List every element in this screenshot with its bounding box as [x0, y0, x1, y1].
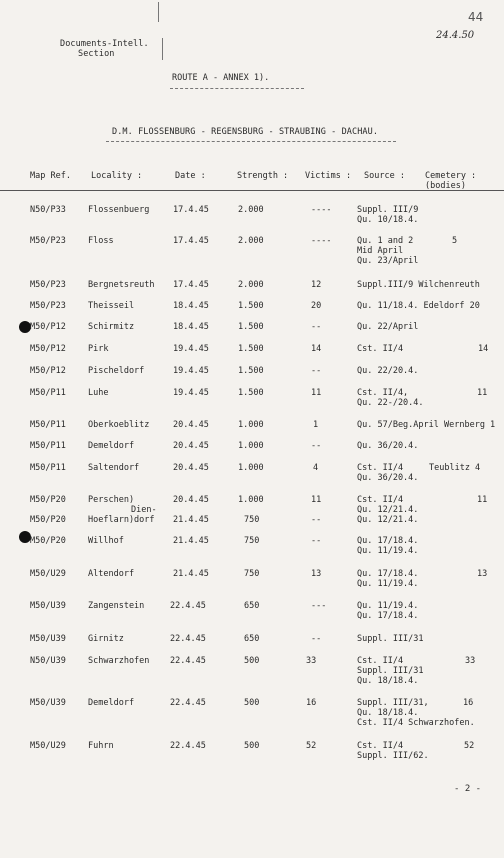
cell-locality: Pischeldorf [88, 366, 145, 376]
cell-locality: Pirk [88, 344, 109, 354]
cell-locality: Saltendorf [88, 463, 140, 473]
column-header-victims: Victims : [305, 171, 352, 181]
cell-source: Qu. 11/19.4. Qu. 17/18.4. [357, 601, 419, 621]
cell-map-ref: M50/U29 [30, 569, 66, 579]
column-header-source: Source : [364, 171, 405, 181]
cell-victims: 16 [306, 698, 317, 708]
route-title: ROUTE A - ANNEX 1). [172, 73, 270, 83]
route-subtitle: D.M. FLOSSENBURG - REGENSBURG - STRAUBING - DACHAU. [112, 127, 379, 137]
cell-date: 22.4.45 [170, 698, 206, 708]
cell-map-ref: M50/P23 [30, 301, 66, 311]
cell-victims: 4 [313, 463, 319, 473]
cell-cemetery: 33 [465, 656, 476, 666]
cell-map-ref: M50/P23 [30, 236, 66, 246]
column-header-strength: Strength : [237, 171, 289, 181]
cell-source: Qu. 57/Beg.April Wernberg 1 [357, 420, 496, 430]
cell-cemetery: 11 [477, 388, 488, 398]
cell-source: Cst. II/4 Qu. 36/20.4. [357, 463, 419, 483]
column-header-cemetery-line-2: (bodies) [425, 181, 466, 191]
cell-cemetery: 11 [477, 495, 488, 505]
cell-date: 17.4.45 [173, 280, 209, 290]
cell-map-ref: M50/P20 [30, 495, 66, 505]
cell-source: Qu. 1 and 2 Mid April Qu. 23/April [357, 236, 419, 266]
cell-map-ref: M50/U39 [30, 634, 66, 644]
column-header-date: Date : [175, 171, 206, 181]
cell-victims: --- [311, 601, 327, 611]
cell-strength: 750 [244, 515, 260, 525]
cell-victims: 13 [311, 569, 322, 579]
cell-locality: Hoeflarn)dorf [88, 515, 155, 525]
cell-locality: Altendorf [88, 569, 135, 579]
cell-date: 17.4.45 [173, 236, 209, 246]
cell-strength: 1.000 [238, 495, 264, 505]
cell-cemetery: Teublitz 4 [429, 463, 481, 473]
cell-date: 21.4.45 [173, 536, 209, 546]
cell-victims: -- [311, 366, 322, 376]
cell-strength: 2.000 [238, 236, 264, 246]
cell-date: 19.4.45 [173, 388, 209, 398]
cell-source: Qu. 17/18.4. Qu. 11/19.4. [357, 569, 419, 589]
cell-locality: Demeldorf [88, 698, 135, 708]
cell-map-ref: M50/U29 [30, 741, 66, 751]
cell-locality: Oberkoeblitz [88, 420, 150, 430]
cell-strength: 1.500 [238, 388, 264, 398]
cell-cemetery: 13 [477, 569, 488, 579]
cell-victims: -- [311, 536, 322, 546]
column-header-cemetery-line-1: Cemetery : [425, 171, 477, 181]
cell-victims: -- [311, 441, 322, 451]
cell-cemetery: 5 [452, 236, 458, 246]
cell-date: 17.4.45 [173, 205, 209, 215]
cell-cemetery: 14 [478, 344, 489, 354]
handwritten-date: 24.4.50 [436, 30, 475, 41]
cell-locality: Schwarzhofen [88, 656, 150, 666]
cell-map-ref: M50/P11 [30, 420, 66, 430]
cell-victims: ---- [311, 205, 332, 215]
cell-map-ref: M50/P12 [30, 344, 66, 354]
cell-date: 22.4.45 [170, 741, 206, 751]
cell-map-ref: M50/P12 [30, 366, 66, 376]
title-underline [170, 88, 304, 89]
cell-date: 21.4.45 [173, 569, 209, 579]
cell-strength: 500 [244, 656, 260, 666]
cell-source: Cst. II/4 Qu. 12/21.4. [357, 495, 419, 515]
locality-annotation-dien: Dien- [131, 505, 157, 515]
cell-map-ref: M50/P12 [30, 322, 66, 332]
cell-strength: 2.000 [238, 280, 264, 290]
cell-map-ref: N50/U39 [30, 656, 66, 666]
cell-victims: ---- [311, 236, 332, 246]
column-header-locality: Locality : [91, 171, 143, 181]
cell-cemetery: 52 [464, 741, 475, 751]
cell-strength: 500 [244, 741, 260, 751]
cell-locality: Theisseil [88, 301, 135, 311]
cell-source: Qu. 12/21.4. [357, 515, 419, 525]
cell-map-ref: M50/P23 [30, 280, 66, 290]
cell-strength: 1.000 [238, 420, 264, 430]
cell-date: 20.4.45 [173, 495, 209, 505]
cell-locality: Luhe [88, 388, 109, 398]
pencil-mark [158, 2, 159, 22]
cell-locality: Bergnetsreuth [88, 280, 155, 290]
cell-strength: 1.500 [238, 322, 264, 332]
cell-strength: 650 [244, 634, 260, 644]
department-line-1: Documents-Intell. [60, 39, 149, 49]
cell-map-ref: M50/U39 [30, 698, 66, 708]
cell-strength: 650 [244, 601, 260, 611]
cell-source: Suppl. III/31 [357, 634, 424, 644]
column-header-map-ref: Map Ref. [30, 171, 71, 181]
cell-locality: Fuhrn [88, 741, 114, 751]
cell-locality: Perschen) [88, 495, 135, 505]
cell-strength: 1.500 [238, 344, 264, 354]
cell-date: 22.4.45 [170, 656, 206, 666]
cell-map-ref: M50/P11 [30, 441, 66, 451]
cell-source: Qu. 22/20.4. [357, 366, 419, 376]
cell-locality: Willhof [88, 536, 124, 546]
cell-victims: 52 [306, 741, 317, 751]
cell-strength: 1.000 [238, 441, 264, 451]
cell-victims: 14 [311, 344, 322, 354]
page-number: 44 [468, 10, 484, 24]
cell-strength: 750 [244, 536, 260, 546]
cell-cemetery: 16 [463, 698, 474, 708]
cell-strength: 2.000 [238, 205, 264, 215]
cell-strength: 1.500 [238, 301, 264, 311]
cell-locality: Floss [88, 236, 114, 246]
cell-strength: 1.000 [238, 463, 264, 473]
cell-source: Cst. II/4 Suppl. III/31 Qu. 18/18.4. [357, 656, 424, 686]
cell-victims: -- [311, 515, 322, 525]
cell-locality: Flossenbuerg [88, 205, 150, 215]
cell-date: 19.4.45 [173, 344, 209, 354]
cell-map-ref: M50/P20 [30, 515, 66, 525]
cell-locality: Demeldorf [88, 441, 135, 451]
cell-victims: 1 [313, 420, 319, 430]
cell-source: Cst. II/4, Qu. 22-/20.4. [357, 388, 424, 408]
cell-date: 20.4.45 [173, 463, 209, 473]
cell-source: Qu. 22/April [357, 322, 419, 332]
cell-source: Cst. II/4 [357, 344, 404, 354]
cell-victims: 33 [306, 656, 317, 666]
cell-source: Qu. 36/20.4. [357, 441, 419, 451]
cell-date: 20.4.45 [173, 420, 209, 430]
cell-source: Suppl. III/9 Qu. 10/18.4. [357, 205, 419, 225]
cell-source: Qu. 11/18.4. Edeldorf 20 [357, 301, 480, 311]
cell-date: 18.4.45 [173, 322, 209, 332]
cell-date: 18.4.45 [173, 301, 209, 311]
cell-source: Qu. 17/18.4. Qu. 11/19.4. [357, 536, 419, 556]
cell-date: 20.4.45 [173, 441, 209, 451]
cell-map-ref: M50/P20 [30, 536, 66, 546]
cell-victims: 11 [311, 495, 322, 505]
cell-locality: Zangenstein [88, 601, 145, 611]
cell-source: Suppl. III/31, Qu. 18/18.4. Cst. II/4 Schwarzhofen. [357, 698, 475, 728]
column-header-cemetery [425, 171, 476, 191]
subtitle-underline [106, 141, 396, 142]
cell-map-ref: M50/U39 [30, 601, 66, 611]
cell-strength: 1.500 [238, 366, 264, 376]
header-rule [0, 190, 504, 191]
cell-victims: 12 [311, 280, 322, 290]
cell-source: Cst. II/4 Suppl. III/62. [357, 741, 429, 761]
department-line-2: Section [78, 49, 115, 59]
cell-victims: -- [311, 634, 322, 644]
cell-locality: Girnitz [88, 634, 124, 644]
page-marker: - 2 - [454, 784, 482, 794]
cell-strength: 500 [244, 698, 260, 708]
cell-date: 22.4.45 [170, 634, 206, 644]
cell-locality: Schirmitz [88, 322, 135, 332]
cell-date: 21.4.45 [173, 515, 209, 525]
cell-date: 19.4.45 [173, 366, 209, 376]
cell-source: Suppl.III/9 Wilchenreuth [357, 280, 480, 290]
cell-victims: 20 [311, 301, 322, 311]
pencil-mark [162, 38, 163, 60]
cell-map-ref: N50/P33 [30, 205, 66, 215]
cell-map-ref: M50/P11 [30, 463, 66, 473]
cell-victims: 11 [311, 388, 322, 398]
cell-map-ref: M50/P11 [30, 388, 66, 398]
cell-victims: -- [311, 322, 322, 332]
cell-strength: 750 [244, 569, 260, 579]
cell-date: 22.4.45 [170, 601, 206, 611]
